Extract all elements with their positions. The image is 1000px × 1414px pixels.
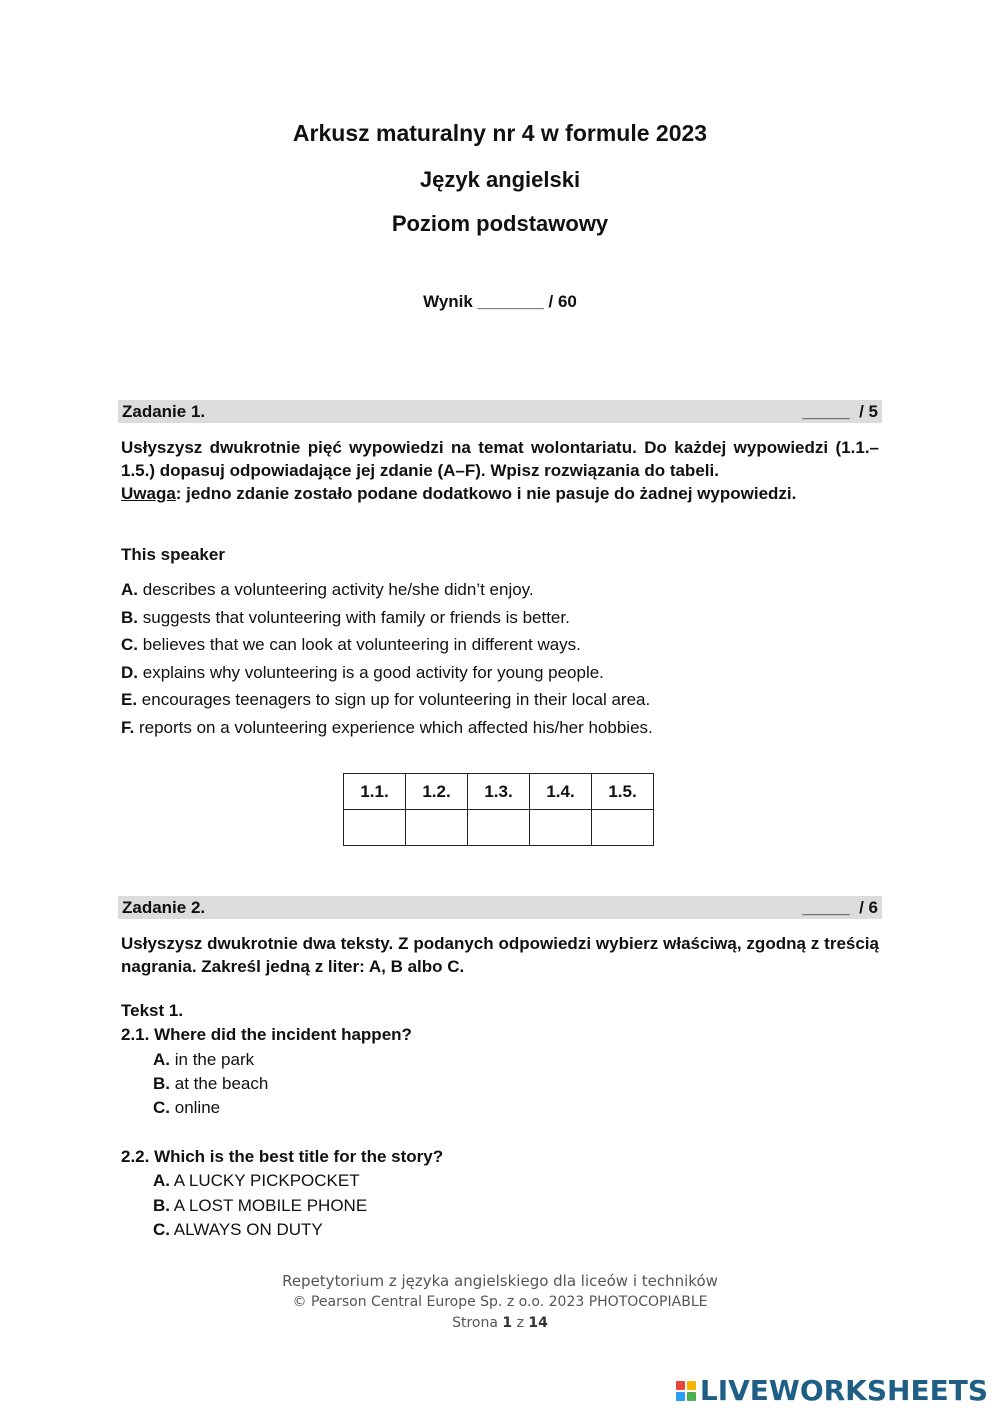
task2-question2 [121,1145,443,1242]
footer-line1: Repetytorium z języka angielskiego dla liceów i techników [282,1272,718,1290]
page-footer [0,1271,1000,1334]
page-number: Strona 1 z 14 [452,1315,548,1331]
score-input[interactable]: _______ [477,292,544,311]
task1-points-total: / 5 [859,401,878,421]
option-d: D. explains why volunteering is a good activity for young people. [121,662,604,682]
task1-header [118,400,882,423]
answer-input-1-2[interactable] [406,810,468,846]
answer-header-1-4: 1.4. [530,774,592,810]
task2-header [118,896,882,919]
option-b: B. suggests that volunteering with family or friends is better. [121,607,570,627]
text-label: Tekst 1. [121,1001,184,1020]
option-c: C. believes that we can look at volunteering in different ways. [121,635,581,655]
task1-lead: This speaker [121,545,225,564]
level-heading: Poziom podstawowy [391,211,609,236]
task1-points [802,402,878,422]
option-a: A. describes a volunteering activity he/she didn’t enjoy. [121,580,534,599]
answer-input-1-5[interactable] [592,810,654,846]
answer-header-1-1: 1.1. [344,774,406,810]
answer-2-2-a[interactable]: A. A LUCKY PICKPOCKET [153,1171,360,1191]
answer-header-1-5: 1.5. [592,774,654,810]
task1-note-text: : jedno zdanie zostało podane dodatkowo i nie pasuje do żadnej wypowiedzi. [175,484,797,503]
task1-label: Zadanie 1. [122,401,206,421]
score-total: / 60 [548,292,577,311]
answer-input-1-4[interactable] [530,810,592,846]
liveworksheets-wordmark: LIVEWORKSHEETS [699,1374,988,1407]
liveworksheets-logo[interactable] [676,1374,988,1407]
answer-2-2-c[interactable]: C. ALWAYS ON DUTY [153,1219,323,1239]
score-label: Wynik [423,292,473,311]
answer-2-1-c[interactable]: C. online [153,1098,221,1118]
answer-header-1-3: 1.3. [468,774,530,810]
answer-table [343,773,654,846]
question-2-1: 2.1. Where did the incident happen? [121,1025,412,1045]
option-f: F. reports on a volunteering experience which affected his/her hobbies. [121,717,653,737]
footer-line2: © Pearson Central Europe Sp. z o.o. 2023 PHOTOCOPIABLE [292,1294,708,1310]
task1-note-label: Uwaga [121,484,176,503]
task2-instruction: Usłyszysz dwukrotnie dwa teksty. Z podanych odpowiedzi wybierz właściwą, zgodną z treścią nagrania. Zakreśl jedną z liter: A, B albo C. [121,934,879,976]
answer-2-1-a[interactable]: A. in the park [153,1049,255,1069]
task2-points-total: / 6 [859,897,878,917]
answer-table-header-row [344,774,654,810]
answer-input-1-1[interactable] [344,810,406,846]
score-line [0,292,1000,312]
answer-input-1-3[interactable] [468,810,530,846]
task2-points-input[interactable]: _____ [802,897,850,917]
liveworksheets-icon [676,1381,696,1401]
task2-label: Zadanie 2. [122,897,206,917]
subject-heading: Język angielski [419,167,581,192]
task2-text1 [121,999,412,1120]
answer-2-2-b[interactable]: B. A LOST MOBILE PHONE [153,1195,368,1215]
task1-instruction [121,436,879,505]
option-e: E. encourages teenagers to sign up for volunteering in their local area. [121,690,651,710]
answer-header-1-2: 1.2. [406,774,468,810]
task1-options [121,576,653,742]
question-2-2: 2.2. Which is the best title for the story? [121,1147,444,1166]
task2-points [802,898,878,918]
answer-2-1-b[interactable]: B. at the beach [153,1073,269,1093]
task1-points-input[interactable]: _____ [802,401,850,421]
task1-instruction-text: Usłyszysz dwukrotnie pięć wypowiedzi na temat wolontariatu. Do każdej wypowiedzi (1.1.–1.5.) dopasuj odpowiadające jej zdanie (A–F). Wpisz rozwiązania do tabeli. [121,438,879,480]
answer-table-input-row [344,810,654,846]
document-title: Arkusz maturalny nr 4 w formule 2023 [292,120,708,146]
